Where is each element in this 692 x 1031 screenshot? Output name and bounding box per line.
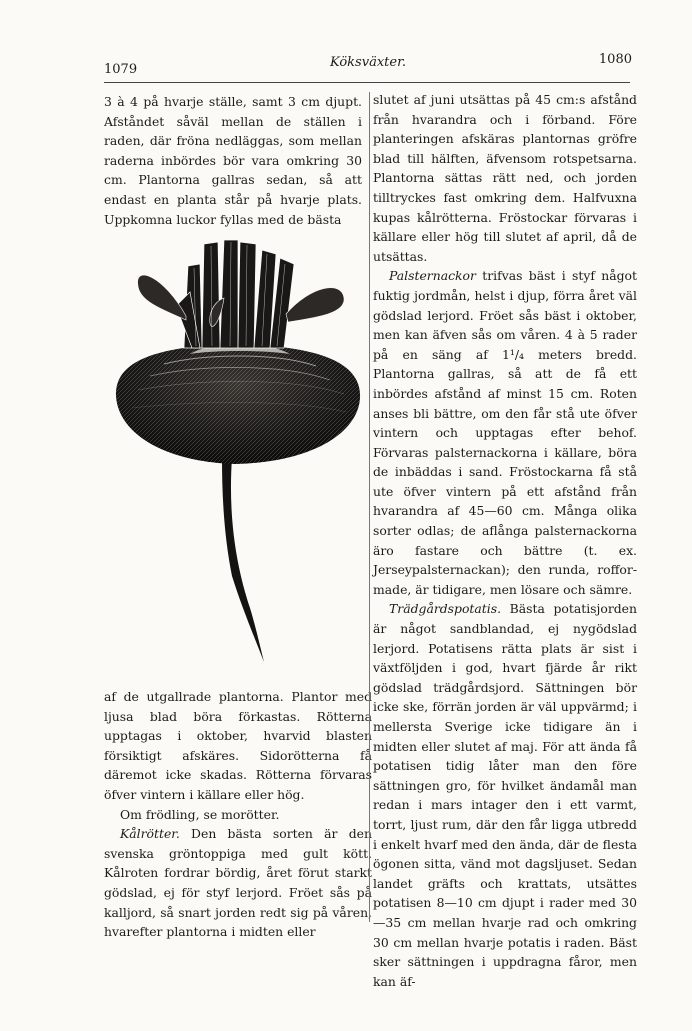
kalrotter-text: Den bästa sorten är den svenska gröntoppiga med gult kött. Kålroten fordrar bördig, året förut starkt gödslad, ej för styf lerjord. Fröet sås på kalljord, så snart jorden redt sig på våren, hvarefter plantorna i midten eller	[104, 826, 372, 940]
section-heading-palsternackor: Palsternackor	[389, 268, 476, 284]
paragraph-kalrotter	[104, 824, 372, 942]
beet-illustration	[104, 236, 372, 666]
paragraph: slutet af juni utsättas på 45 cm:s afstånd från hvarandra och i förband. Före planteringen afskäras plantornas gröfre blad till hälften, äfvensom rotspetsarna. Plantorna sättas rätt ned, och jorden tilltryckes fast omkring dem. Halfvuxna kupas kålrötterna. Fröstockar förvaras i källare eller hög till slutet af april, då de utsättas.	[373, 92, 637, 264]
left-column-bottom	[104, 687, 372, 942]
column-divider	[369, 92, 370, 922]
paragraph: 3 à 4 på hvarje ställe, samt 3 cm djupt. Afståndet såväl mellan de ställen i raden, där fröna nedläggas, som mellan raderna inbördes bör vara omkring 30 cm. Plantorna gallras sedan, så att endast en planta står på hvarje plats. Uppkomna luckor fyllas med de bästa	[104, 94, 362, 227]
running-title: Köksväxter.	[329, 55, 406, 70]
section-heading-kalrotter: Kålrötter.	[120, 826, 180, 842]
paragraph-palsternackor	[373, 266, 637, 599]
left-column-top	[104, 92, 362, 229]
section-heading-tradgardspotatis: Trädgårdspotatis.	[389, 601, 502, 617]
paragraph: Om frödling, se morötter.	[120, 806, 280, 822]
page-header	[104, 52, 632, 80]
page-number-left: 1079	[104, 62, 138, 77]
right-column	[373, 90, 637, 991]
tradgardspotatis-text: Bästa potatisjorden är något sandblandad, ej nygödslad lerjord. Potatisens rätta plats är sist i växtföljden i god, hvart fjärde år rikt gödslad trädgårdsjord. Sättningen bör icke ske, förrän jorden är väl uppvärmd; i mellersta Sverige icke tidigare än i midten eller slutet af maj. För att ända få potatisen tidig låter man den före sättningen gro, för hvilket ändamål man redan i mars intager den i ett varmt, torrt, ljust rum, där den får ligga utbredd i enkelt hvarf med den ända, där de flesta ögonen sitta, vänd mot dagsljuset. Sedan landet gräfts och krattats, utsättes potatisen 8—10 cm djupt i rader med 30—35 cm mellan hvarje rad och omkring 30 cm mellan hvarje potatis i raden. Bäst sker sättningen i uppdragna fåror, men kan äf-	[373, 601, 637, 989]
page-number-right: 1080	[598, 52, 632, 67]
header-rule	[104, 82, 630, 83]
palsternackor-text: trifvas bäst i styf något fuktig jordmån, helst i djup, förra året väl gödslad lerjord. Fröet sås bäst i oktober, men kan äfven sås om våren. 4 à 5 rader på en säng af 1¹/₄ meters bredd. Plantorna gallras, så att de få ett inbördes afstånd af minst 15 cm. Roten anses bli bättre, om den får stå ute öfver vintern och upptagas efter behof. Förvaras palsternackorna i källare, böra de inbäddas i sand. Fröstockarna få stå ute öfver vintern på ett afstånd från hvarandra af 45—60 cm. Många olika sorter odlas; de aflånga palsternackorna äro fastare och bättre (t. ex. Jerseypalsternackan); den runda, roffor-made, är tidigare, men lösare och sämre.	[373, 268, 637, 597]
paragraph-tradgardspotatis	[373, 599, 637, 991]
paragraph: af de utgallrade plantorna. Plantor med ljusa blad böra förkastas. Rötterna upptagas i oktober, hvarvid blasten försiktigt afskäres. Sidorötterna få däremot icke skadas. Rötterna förvaras öfver vintern i källare eller hög.	[104, 689, 372, 802]
